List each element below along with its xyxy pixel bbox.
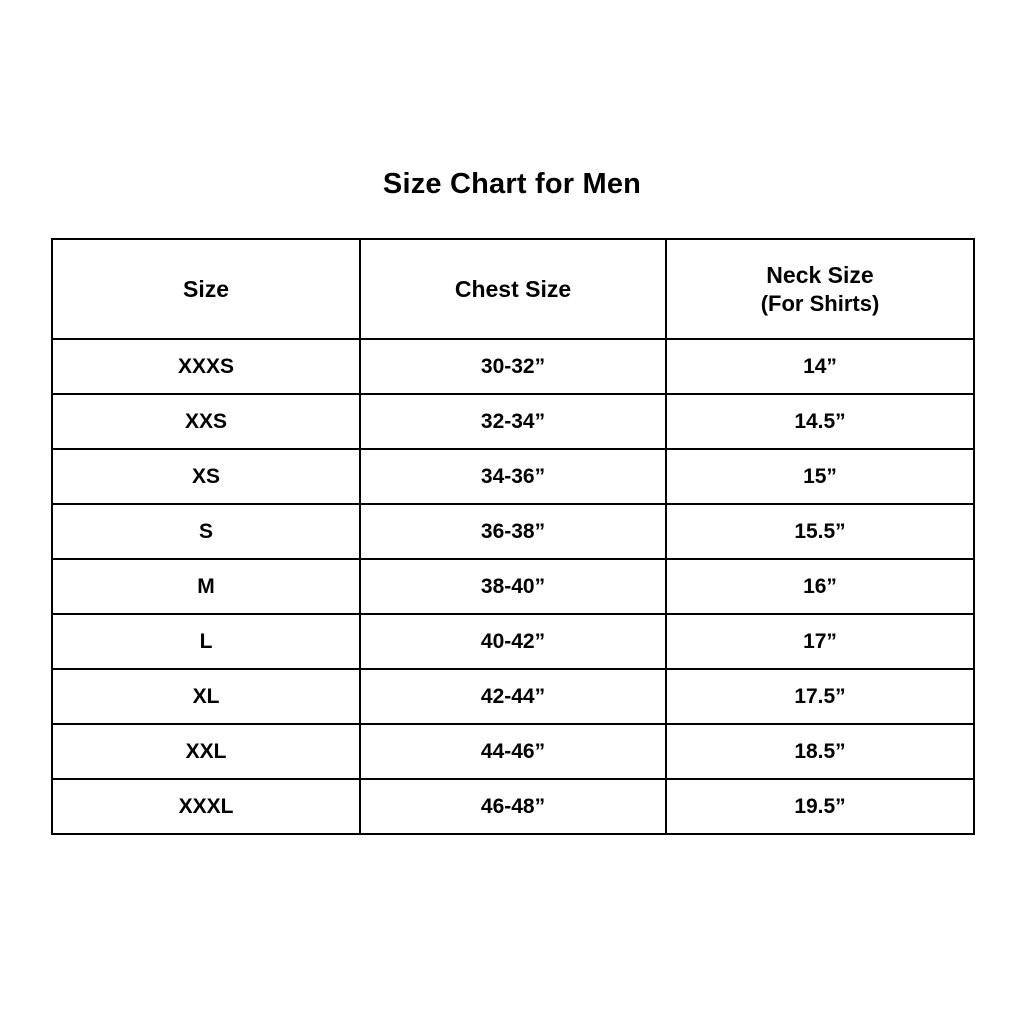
cell-size: XXS	[52, 394, 360, 449]
cell-size: XXXL	[52, 779, 360, 834]
table-row	[52, 669, 974, 724]
cell-size: XXXS	[52, 339, 360, 394]
table-header-row	[52, 239, 974, 339]
column-header-neck-size-label: Neck Size	[766, 261, 874, 288]
cell-chest: 30-32”	[360, 339, 666, 394]
table-row	[52, 504, 974, 559]
table-row	[52, 724, 974, 779]
cell-chest: 42-44”	[360, 669, 666, 724]
cell-chest: 32-34”	[360, 394, 666, 449]
cell-size: XS	[52, 449, 360, 504]
cell-neck: 17”	[666, 614, 974, 669]
cell-size: S	[52, 504, 360, 559]
table-row	[52, 339, 974, 394]
size-chart-table	[51, 238, 975, 835]
table-row	[52, 614, 974, 669]
cell-neck: 18.5”	[666, 724, 974, 779]
cell-neck: 14”	[666, 339, 974, 394]
size-chart-table-container	[51, 238, 973, 835]
cell-size: M	[52, 559, 360, 614]
cell-neck: 15.5”	[666, 504, 974, 559]
column-header-size-label: Size	[182, 275, 230, 302]
cell-neck: 14.5”	[666, 394, 974, 449]
cell-chest: 46-48”	[360, 779, 666, 834]
table-row	[52, 394, 974, 449]
cell-neck: 19.5”	[666, 779, 974, 834]
column-header-chest-size-label: Chest Size	[454, 275, 572, 302]
cell-chest: 34-36”	[360, 449, 666, 504]
column-header-neck-size-sublabel: (For Shirts)	[760, 290, 880, 316]
table-row	[52, 559, 974, 614]
cell-chest: 38-40”	[360, 559, 666, 614]
cell-neck: 15”	[666, 449, 974, 504]
column-header-chest-size	[360, 239, 666, 339]
page-title: Size Chart for Men	[382, 168, 642, 200]
table-row	[52, 779, 974, 834]
cell-chest: 36-38”	[360, 504, 666, 559]
cell-size: XXL	[52, 724, 360, 779]
cell-chest: 40-42”	[360, 614, 666, 669]
column-header-neck-size	[666, 239, 974, 339]
cell-size: L	[52, 614, 360, 669]
cell-size: XL	[52, 669, 360, 724]
table-body	[52, 339, 974, 834]
cell-neck: 16”	[666, 559, 974, 614]
cell-neck: 17.5”	[666, 669, 974, 724]
table-row	[52, 449, 974, 504]
cell-chest: 44-46”	[360, 724, 666, 779]
column-header-size	[52, 239, 360, 339]
table-header	[52, 239, 974, 339]
